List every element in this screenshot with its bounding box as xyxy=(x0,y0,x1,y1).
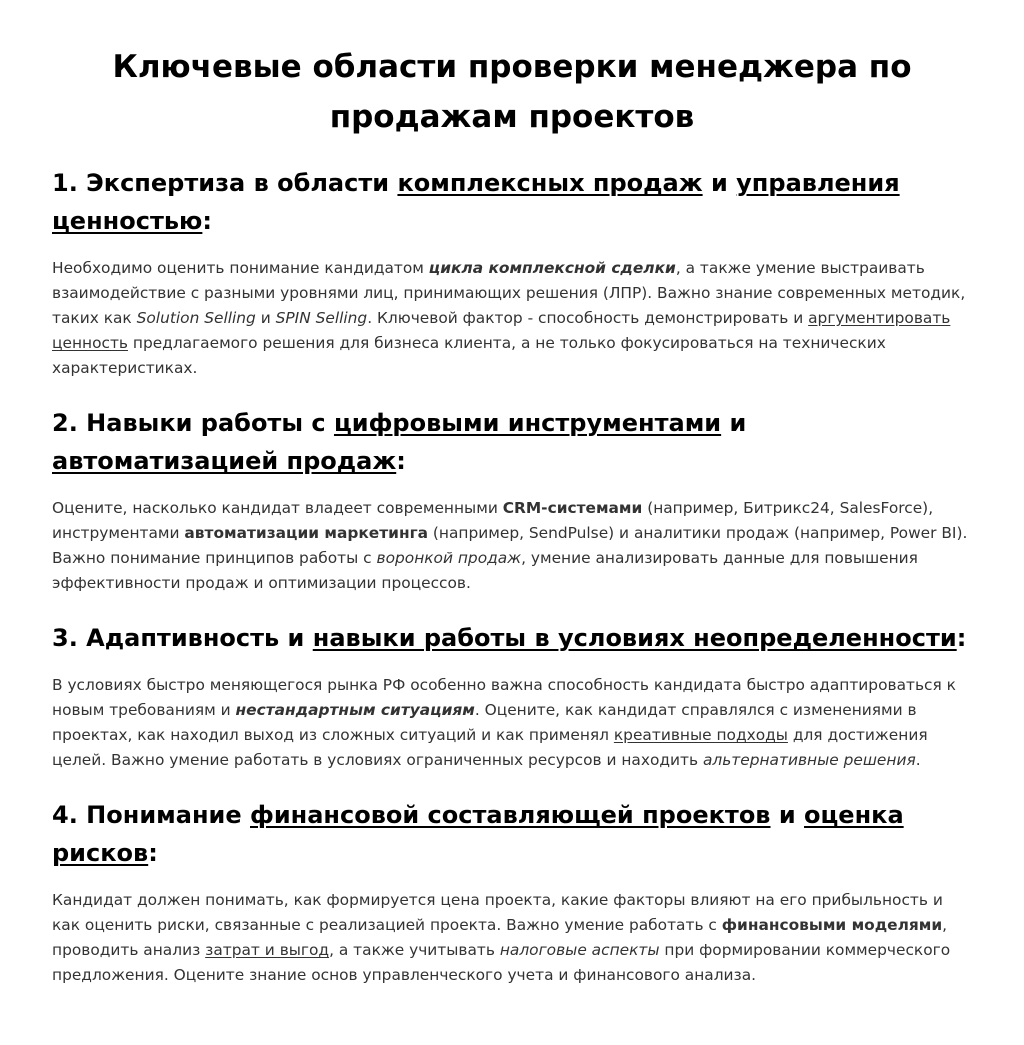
emphasis-deal-cycle: цикла комплексной сделки xyxy=(428,259,676,277)
section-4-term-risk-assessment: оценка рисков xyxy=(52,801,904,867)
emphasis-alternative-solutions: альтернативные решения xyxy=(702,751,916,769)
section-2-heading: 2. Навыки работы с цифровыми инструментами и автоматизацией продаж: xyxy=(52,409,747,475)
section-1-paragraph: Необходимо оценить понимание кандидатом цикла комплексной сделки, а также умение выстраивать взаимодействие с разными уровнями лиц, принимающих решения (ЛПР). Важно знание современных методик, таких как Solution Selling и SPIN Selling. Ключевой фактор - способность демонстрировать и аргументировать ценность предлагаемого решения для бизнеса клиента, а не только фокусироваться на технических характеристиках. xyxy=(52,259,966,377)
section-3-term-uncertainty: навыки работы в условиях неопределенности xyxy=(312,624,957,652)
emphasis-crm-systems: CRM-системами xyxy=(502,499,643,517)
page-title: Ключевые области проверки менеджера по продажам проектов xyxy=(112,49,912,135)
section-4-heading: 4. Понимание финансовой составляющей проектов и оценка рисков: xyxy=(52,801,904,867)
section-3-paragraph: В условиях быстро меняющегося рынка РФ особенно важна способность кандидата быстро адаптироваться к новым требованиям и нестандартным ситуациям. Оцените, как кандидат справлялся с изменениями в проектах, как находил выход из сложных ситуаций и как применял креативные подходы для достижения целей. Важно умение работать в условиях ограниченных ресурсов и находить альтернативные решения. xyxy=(52,676,956,769)
emphasis-sales-funnel: воронкой продаж xyxy=(376,549,522,567)
emphasis-argue-value: аргументировать ценность xyxy=(52,309,951,352)
emphasis-spin-selling: SPIN Selling xyxy=(275,309,368,327)
section-1-term-complex-sales: комплексных продаж xyxy=(397,169,703,197)
emphasis-solution-selling: Solution Selling xyxy=(136,309,256,327)
emphasis-marketing-automation: автоматизации маркетинга xyxy=(184,524,429,542)
section-4-paragraph: Кандидат должен понимать, как формируется цена проекта, какие факторы влияют на его прибыльность и как оценить риски, связанные с реализацией проекта. Важно умение работать с финансовыми моделями, проводить анализ затрат и выгод, а также учитывать налоговые аспекты при формировании коммерческого предложения. Оцените знание основ управленческого учета и финансового анализа. xyxy=(52,891,951,984)
emphasis-creative-approaches: креативные подходы xyxy=(613,726,788,744)
section-2-paragraph: Оцените, насколько кандидат владеет современными CRM-системами (например, Битрикс24, SalesForce), инструментами автоматизации маркетинга (например, SendPulse) и аналитики продаж (например, Power BI). Важно понимание принципов работы с воронкой продаж, умение анализировать данные для повышения эффективности продаж и оптимизации процессов. xyxy=(52,499,968,592)
section-2-term-sales-automation: автоматизацией продаж xyxy=(52,447,397,475)
section-2-term-digital-tools: цифровыми инструментами xyxy=(333,409,722,437)
emphasis-nonstandard-situations: нестандартным ситуациям xyxy=(235,701,475,719)
emphasis-cost-benefit: затрат и выгод xyxy=(205,941,330,959)
section-1-heading: 1. Экспертиза в области комплексных продаж и управления ценностью: xyxy=(52,169,900,235)
emphasis-tax-aspects: налоговые аспекты xyxy=(499,941,660,959)
section-3-heading: 3. Адаптивность и навыки работы в условиях неопределенности: xyxy=(52,624,967,652)
section-4-term-financial-component: финансовой составляющей проектов xyxy=(250,801,771,829)
section-1-term-value-management: управления ценностью xyxy=(52,169,900,235)
emphasis-financial-models: финансовыми моделями xyxy=(721,916,943,934)
